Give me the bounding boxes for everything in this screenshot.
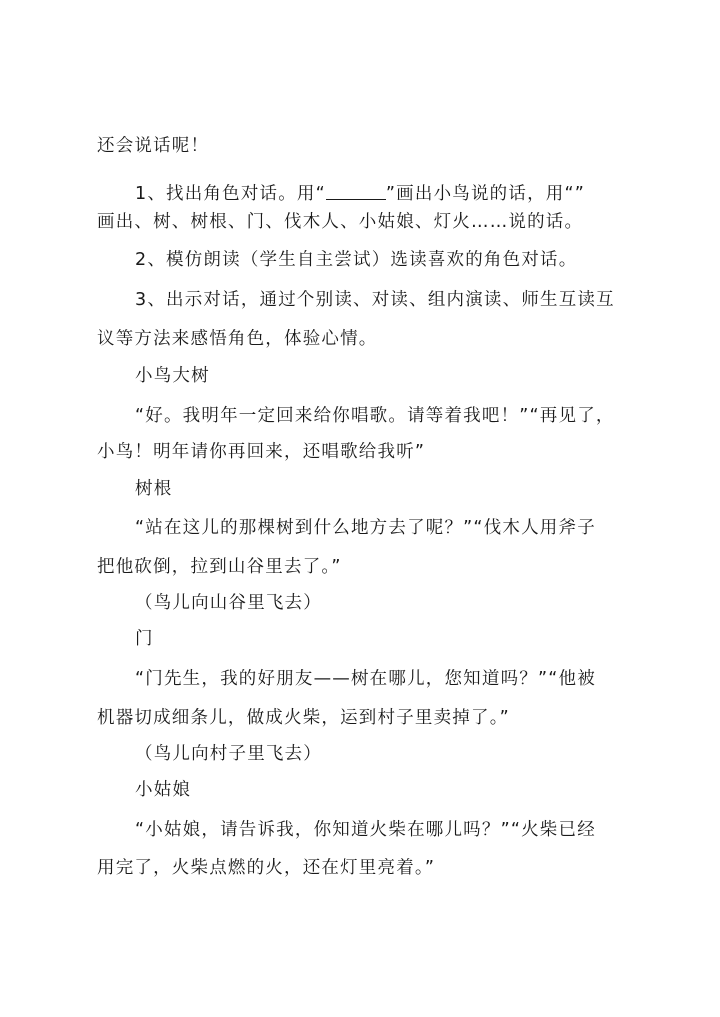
dialogue-line [97, 555, 342, 579]
text-line [97, 134, 209, 158]
text-line-content: 机器切成细条儿，做成火柴，运到村子里卖掉了。” [97, 708, 510, 728]
dialogue-line [97, 856, 435, 880]
dialogue-line [97, 440, 425, 464]
task-1-line [135, 182, 585, 206]
dialogue-line [135, 667, 596, 691]
text-line-content: 议等方法来感悟角色，体验心情。 [97, 329, 378, 349]
text-line-content: （鸟儿向山谷里飞去） [135, 593, 322, 613]
text-line-content: “小姑娘，请告诉我，你知道火柴在哪儿吗？”“火柴已经 [135, 820, 596, 840]
text-line-content: 3、出示对话，通过个别读、对读、组内演读、师生互读互 [135, 290, 615, 310]
text-line-content: “好。我明年一定回来给你唱歌。请等着我吧！”“再见了， [135, 406, 615, 426]
text-line-content: 把他砍倒，拉到山谷里去了。” [97, 557, 342, 577]
task-2-line [135, 248, 577, 272]
dialogue-line [135, 516, 596, 540]
text-line-content: 还会说话呢！ [97, 136, 210, 156]
underline-blank [326, 183, 386, 200]
dialogue-line [135, 404, 615, 428]
text-line-content: 2、模仿朗读（学生自主尝试）选读喜欢的角色对话。 [135, 250, 578, 270]
task-1-text-start: 1、找出角色对话。用“ [135, 184, 326, 204]
role-heading-text: 小鸟大树 [135, 366, 210, 386]
role-heading-text: 树根 [135, 479, 173, 499]
role-heading [135, 627, 154, 651]
text-line [97, 210, 583, 234]
stage-direction [135, 742, 322, 766]
text-line-content: 用完了，火柴点燃的火，还在灯里亮着。” [97, 858, 436, 878]
role-heading-text: 小姑娘 [135, 780, 192, 800]
text-line-content: （鸟儿向村子里飞去） [135, 744, 322, 764]
dialogue-line [135, 818, 596, 842]
text-line-content: 画出、树、树根、门、伐木人、小姑娘、灯火……说的话。 [97, 212, 584, 232]
stage-direction [135, 591, 322, 615]
role-heading [135, 477, 172, 501]
task-1-text-end: ”画出小鸟说的话，用“” [385, 184, 586, 204]
text-line-content: “站在这儿的那棵树到什么地方去了呢？”“伐木人用斧子 [135, 518, 596, 538]
text-line-content: “门先生，我的好朋友——树在哪儿，您知道吗？”“他被 [135, 669, 596, 689]
role-heading [135, 364, 210, 388]
role-heading [135, 778, 191, 802]
role-heading-text: 门 [135, 629, 154, 649]
text-line-content: 小鸟！明年请你再回来，还唱歌给我听” [97, 442, 426, 462]
task-3-line [135, 288, 615, 312]
dialogue-line [97, 706, 510, 730]
text-line [97, 327, 378, 351]
